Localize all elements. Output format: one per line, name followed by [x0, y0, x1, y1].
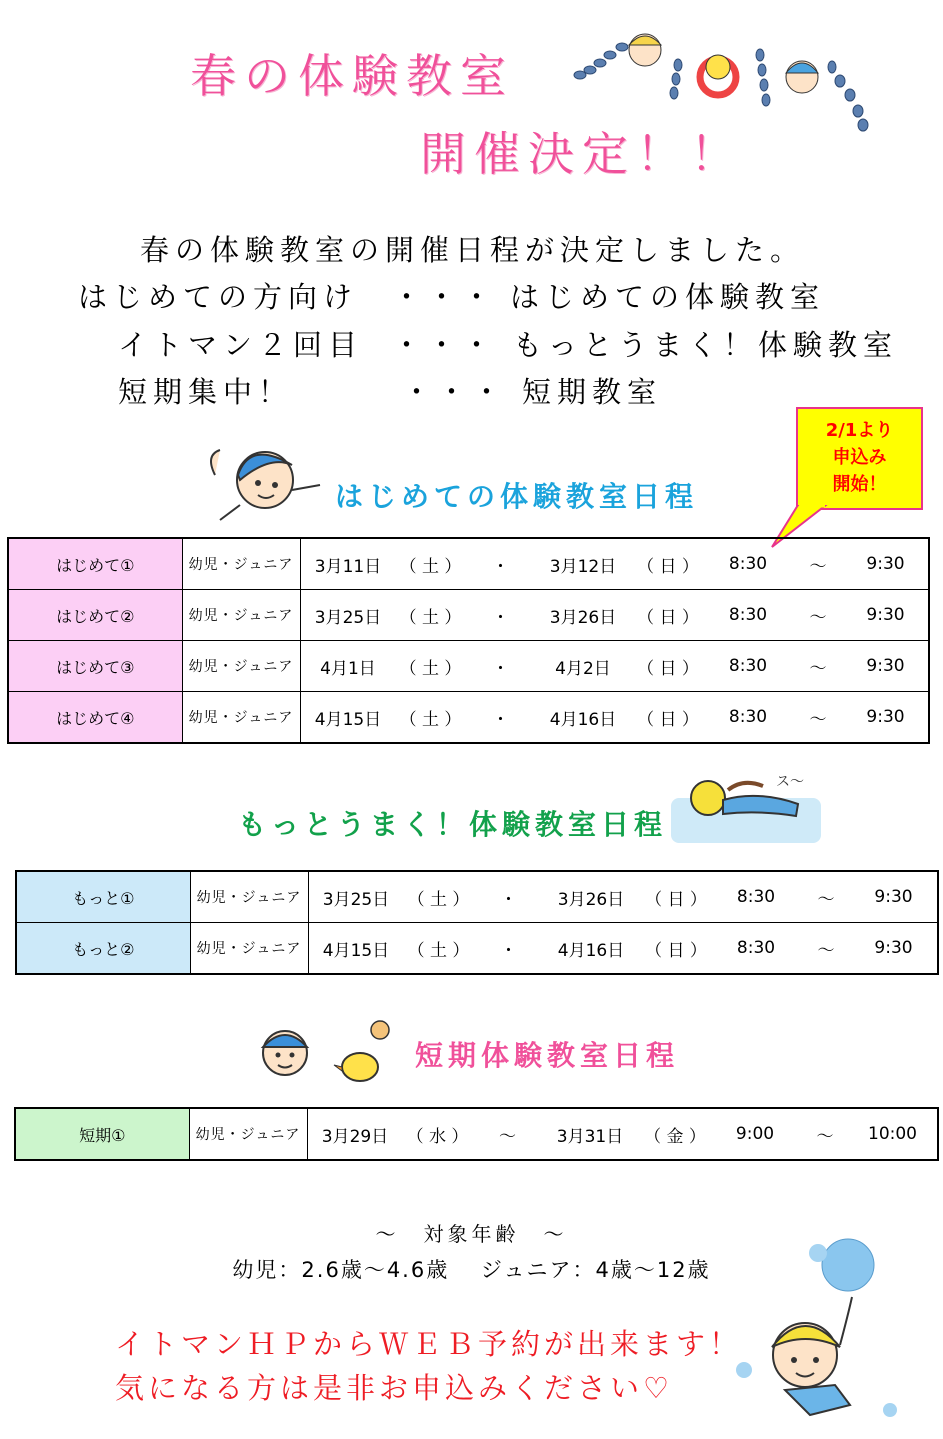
schedule-w1: （ 水 ） — [406, 1126, 469, 1147]
schedule-tilde: ～ — [809, 709, 827, 730]
course-label: はじめて② — [8, 590, 182, 641]
age-level: 幼児・ジュニア — [182, 590, 300, 641]
schedule-tilde: ～ — [809, 607, 827, 628]
intro-row-3-dots: ・・・ — [402, 375, 508, 409]
age-level: 幼児・ジュニア — [182, 641, 300, 692]
schedule-tilde: ～ — [809, 556, 827, 577]
callout-line2: 申込み — [832, 447, 887, 468]
schedule-start: 8:30 — [728, 656, 768, 676]
schedule-d1: 3月11日 — [314, 556, 382, 577]
schedule-w1: （ 土 ） — [407, 940, 470, 961]
date-time-cell — [308, 871, 938, 923]
title-line1: 春の体験教室 — [190, 49, 514, 103]
schedule-sep: ・ — [500, 940, 517, 961]
date-time-cell — [300, 641, 929, 692]
intro-row-2-left: イトマン２回目 — [118, 328, 364, 362]
course-label: もっと① — [16, 871, 190, 923]
callout-line3: 開始！ — [832, 474, 887, 495]
age-body: 幼児：2.6歳～4.6歳 ジュニア：4歳～12歳 — [232, 1258, 711, 1282]
web-reservation-line1: イトマンＨＰからＷＥＢ予約が出来ます！ — [115, 1327, 743, 1361]
schedule-w2: （ 日 ） — [637, 556, 699, 577]
schedule-w1: （ 土 ） — [407, 889, 470, 910]
swimming-girl-bubbles-icon — [730, 1235, 930, 1425]
course-label: はじめて④ — [8, 692, 182, 744]
date-time-cell — [307, 1108, 938, 1160]
callout-line1: 2/1より — [825, 420, 894, 441]
age-level: 幼児・ジュニア — [182, 538, 300, 590]
schedule-d1: 4月15日 — [314, 709, 382, 730]
application-start-callout — [796, 407, 923, 510]
date-time-cell — [300, 538, 929, 590]
schedule-sep: ・ — [492, 658, 509, 679]
schedule-sep: ～ — [499, 1126, 516, 1147]
schedule-d1: 3月29日 — [321, 1126, 389, 1147]
schedule-w2: （ 日 ） — [645, 940, 707, 961]
intro-row-1-right: はじめての体験教室 — [510, 280, 826, 314]
schedule-w1: （ 土 ） — [399, 556, 462, 577]
course-label: はじめて① — [8, 538, 182, 590]
schedule-end: 9:30 — [866, 707, 905, 727]
schedule-start: 8:30 — [728, 605, 768, 625]
course-label: もっと② — [16, 923, 190, 975]
motto-section-title: もっとうまく！体験教室日程 — [238, 808, 668, 841]
date-time-cell — [308, 923, 938, 975]
schedule-tilde: ～ — [809, 658, 827, 679]
schedule-w2: （ 金 ） — [644, 1126, 706, 1147]
schedule-row — [15, 1108, 938, 1160]
schedule-w2: （ 日 ） — [645, 889, 707, 910]
schedule-d2: 3月31日 — [556, 1126, 624, 1147]
schedule-tilde: ～ — [817, 889, 835, 910]
schedule-d2: 4月2日 — [555, 658, 611, 679]
schedule-row — [8, 641, 929, 692]
schedule-w1: （ 土 ） — [399, 709, 462, 730]
boy-and-chick-icon — [240, 1005, 400, 1085]
schedule-d2: 3月12日 — [549, 556, 617, 577]
intro-row-3-right: 短期教室 — [522, 375, 663, 409]
schedule-row — [8, 538, 929, 590]
age-level: 幼児・ジュニア — [189, 1108, 307, 1160]
swimmers-lane-illustration — [570, 15, 870, 135]
schedule-row — [16, 871, 938, 923]
schedule-w1: （ 土 ） — [399, 658, 462, 679]
web-reservation-line2: 気になる方は是非お申込みください♡ — [115, 1371, 673, 1405]
date-time-cell — [300, 692, 929, 744]
age-level: 幼児・ジュニア — [182, 692, 300, 744]
schedule-d2: 3月26日 — [549, 607, 617, 628]
date-time-cell — [300, 590, 929, 641]
schedule-sep: ・ — [492, 556, 509, 577]
intro-row-3-left: 短期集中！ — [118, 375, 294, 409]
tanki-section-title: 短期体験教室日程 — [415, 1039, 680, 1072]
age-heading: ～ 対象年齢 ～ — [375, 1222, 568, 1246]
schedule-row — [16, 923, 938, 975]
schedule-d1: 3月25日 — [322, 889, 390, 910]
schedule-end: 9:30 — [866, 554, 905, 574]
schedule-d1: 4月1日 — [320, 658, 376, 679]
schedule-end: 10:00 — [868, 1124, 917, 1144]
schedule-start: 9:00 — [735, 1124, 775, 1144]
schedule-row — [8, 590, 929, 641]
tanki-schedule-table — [14, 1107, 939, 1161]
title-line2: 開催決定！！ — [420, 127, 744, 181]
age-level: 幼児・ジュニア — [190, 871, 308, 923]
schedule-tilde: ～ — [816, 1126, 834, 1147]
schedule-tilde: ～ — [817, 940, 835, 961]
intro-row-1-left: はじめての方向け — [78, 280, 359, 314]
swimmer-boy-icon — [200, 435, 325, 525]
schedule-w2: （ 日 ） — [637, 607, 699, 628]
schedule-w2: （ 日 ） — [637, 709, 699, 730]
schedule-sep: ・ — [492, 607, 509, 628]
schedule-end: 9:30 — [874, 887, 913, 907]
motto-schedule-table — [15, 870, 939, 975]
course-label: はじめて③ — [8, 641, 182, 692]
schedule-start: 8:30 — [728, 707, 768, 727]
schedule-end: 9:30 — [866, 656, 905, 676]
schedule-sep: ・ — [500, 889, 517, 910]
schedule-d2: 4月16日 — [557, 940, 625, 961]
intro-row-2-dots: ・・・ — [392, 328, 498, 362]
schedule-d1: 3月25日 — [314, 607, 382, 628]
hajimete-section-title: はじめての体験教室日程 — [335, 480, 699, 513]
age-level: 幼児・ジュニア — [190, 923, 308, 975]
schedule-sep: ・ — [492, 709, 509, 730]
schedule-start: 8:30 — [728, 554, 768, 574]
schedule-row — [8, 692, 929, 744]
schedule-w1: （ 土 ） — [399, 607, 462, 628]
schedule-d2: 3月26日 — [557, 889, 625, 910]
schedule-start: 8:30 — [736, 938, 776, 958]
swimmer-girl-icon — [668, 770, 823, 845]
course-label: 短期① — [15, 1108, 189, 1160]
schedule-d1: 4月15日 — [322, 940, 390, 961]
schedule-start: 8:30 — [736, 887, 776, 907]
svg-text:ス〜: ス〜 — [776, 774, 804, 790]
hajimete-schedule-table — [7, 537, 930, 744]
schedule-end: 9:30 — [874, 938, 913, 958]
intro-lead: 春の体験教室の開催日程が決定しました。 — [140, 233, 806, 267]
intro-row-2-right: もっとうまく！体験教室 — [513, 328, 899, 362]
intro-row-1-dots: ・・・ — [392, 280, 498, 314]
schedule-d2: 4月16日 — [549, 709, 617, 730]
schedule-end: 9:30 — [866, 605, 905, 625]
schedule-w2: （ 日 ） — [637, 658, 699, 679]
